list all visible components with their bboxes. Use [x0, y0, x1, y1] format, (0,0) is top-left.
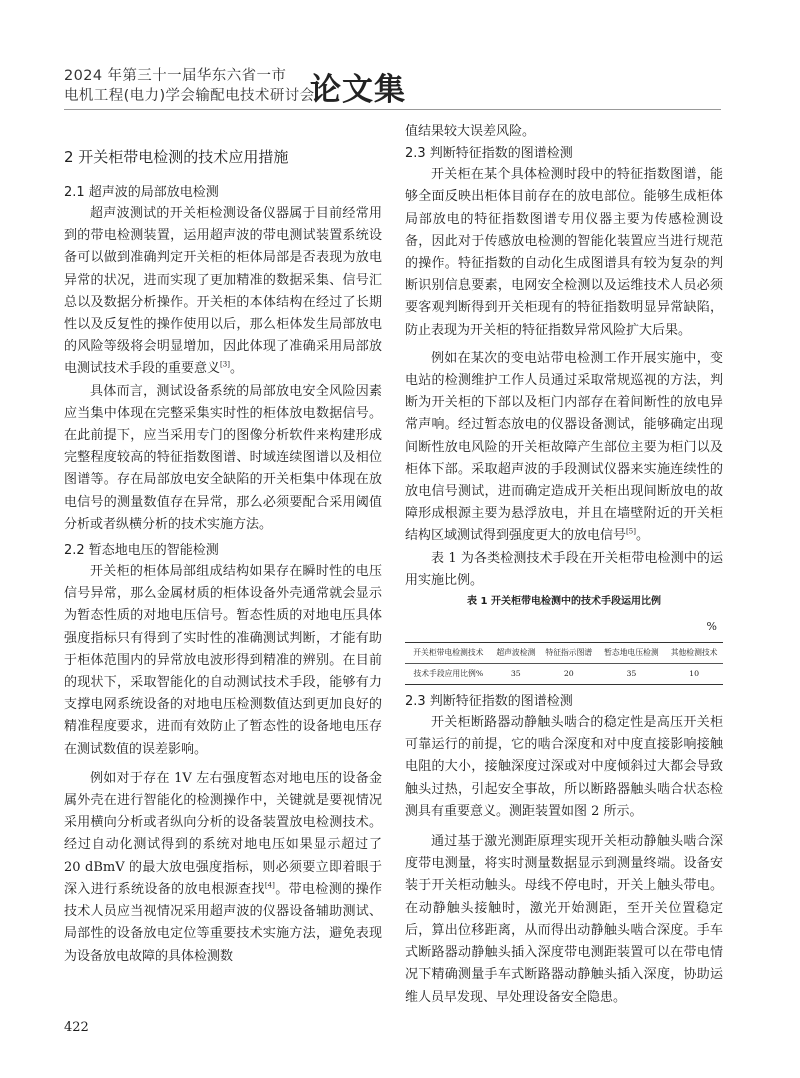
section-2-title: 2 开关柜带电检测的技术应用措施	[64, 148, 289, 166]
data-table	[405, 642, 723, 685]
citation: [3]	[220, 361, 230, 370]
subsection-2-1-title: 2.1 超声波的局部放电检测	[64, 185, 219, 200]
header-proceedings-title: 论文集	[310, 72, 406, 108]
table-row	[405, 664, 723, 685]
paragraph-continuation: 值结果较大误差风险。	[405, 124, 536, 139]
header-line-2: 电机工程(电力)学会输配电技术研讨会	[64, 88, 315, 104]
table-cell: 10	[689, 669, 700, 679]
paragraph: 超声波测试的开关柜检测设备仪器属于目前经常用到的带电检测装置，运用超声波的带电测试装置系统设备可以做到准确判定开关柜的柜体局部是否表现为放电异常的状况，进而实现了更加精准的数据采集、信号汇总以及数据分析操作。开关柜的本体结构在经过了长期性以及反复性的操作使用以后，那么柜体发生局部放电的风险等级将会明显增加，因此体现了准确采用局部放电测试技术手段的重要意义[3]。	[64, 206, 382, 377]
header-rule	[64, 109, 721, 110]
table-cell: 35	[626, 669, 637, 679]
table-cell: 技术手段应用比例%	[413, 669, 484, 679]
header-line-1: 2024 年第三十一届华东六省一市	[64, 68, 287, 84]
running-header	[64, 62, 724, 108]
subsection-2-2-title: 2.2 暂态地电压的智能检测	[64, 543, 219, 559]
table-header-cell: 暂态地电压检测	[604, 648, 659, 658]
table-header-cell: 特征指示图谱	[545, 648, 593, 658]
table-cell: 35	[510, 669, 521, 679]
paragraph: 开关柜断路器动静触头啮合的稳定性是高压开关柜可靠运行的前提，它的啮合深度和对中度直接影响接触电阻的大小，接触深度过深或对中度倾斜过大都会导致触头过热，引起安全事故，所以断路器触头啮合状态检测具有重要意义。测距装置如图 2 所示。	[405, 715, 723, 819]
table-header-row	[405, 643, 723, 664]
citation: [5]	[626, 528, 636, 537]
subsection-2-3-title: 2.3 判断特征指数的图谱检测	[405, 146, 573, 162]
table-header-cell: 开关柜带电检测技术	[413, 648, 484, 658]
table-cell: 20	[563, 669, 574, 679]
subsection-2-3-title-second: 2.3 判断特征指数的图谱检测	[405, 694, 573, 710]
paragraph: 通过基于激光测距原理实现开关柜动静触头啮合深度带电测量，将实时测量数据显示到测量终端。设备安装于开关柜动触头。母线不停电时，开关上触头带电。在动静触头接触时，激光开始测距，至开关位置稳定后，算出位移距离，从而得出动静触头啮合深度。手车式断路器动静触头插入深度带电测距装置可以在带电情况下精确测量手车式断路器动静触头插入深度，协助运维人员早发现、早处理设备安全隐患。	[405, 834, 723, 1005]
left-column	[64, 121, 382, 968]
table-header-cell: 其他检测技术	[670, 648, 718, 658]
table-unit: %	[706, 620, 717, 634]
paragraph: 表 1 为各类检测技术手段在开关柜带电检测中的运用实施比例。	[405, 550, 723, 588]
page-number: 422	[64, 1020, 89, 1035]
citation: [4]	[264, 881, 275, 890]
paragraph: 例如对于存在 1V 左右强度暂态对地电压的设备金属外壳在进行智能化的检测操作中，关键就是要视情况采用横向分析或者纵向分析的设备装置放电检测技术。经过自动化测试得到的系统对地电压如果显示超过了 20 dBmV 的最大放电强度指标，则必须要立即着眼于深入进行系统设备的放电根源查找[4]。带电检测的操作技术人员应当视情况采用超声波的仪器设备辅助测试、局部性的设备放电定位等重要技术实施方法，避免表现为设备放电故障的具体检测数	[64, 770, 382, 964]
paragraph: 例如在某次的变电站带电检测工作开展实施中，变电站的检测维护工作人员通过采取常规巡视的方法，判断为开关柜的下部以及柜门内部存在着间断性的放电异常声响。经过暂态放电的仪器设备测试，能够确定出现间断性放电风险的开关柜故障产生部位主要为柜门以及柜体下部。采取超声波的手段测试仪器来实施连续性的放电信号测试，进而确定造成开关柜出现间断放电的故障形成根源主要为悬浮放电，并且在墙壁附近的开关柜结构区域测试得到强度更大的放电信号[5]。	[405, 350, 723, 544]
table-caption: 表 1 开关柜带电检测中的技术手段运用比例	[467, 596, 661, 608]
paragraph: 开关柜的柜体局部组成结构如果存在瞬时性的电压信号异常，那么金属材质的柜体设备外壳通常就会显示为暂态性质的对地电压信号。暂态性质的对地电压具体强度指标只有得到了实时性的准确测试判断，才能有助于柜体范围内的异常放电波形得到精准的辨别。在目前的现状下，采取智能化的自动测试技术手段，能够有力支撑电网系统设备的对地电压检测数值达到更加良好的精准程度要求，进而有效防止了暂态性的设备地电压存在测试数值的误差影响。	[64, 564, 382, 757]
paragraph: 开关柜在某个具体检测时段中的特征指数图谱，能够全面反映出柜体目前存在的放电部位。能够生成柜体局部放电的特征指数图谱专用仪器主要为传感检测设备，因此对于传感放电检测的智能化装置应当进行规范的操作。特征指数的自动化生成图谱具有较为复杂的判断识别信息要素，电网安全检测以及运维技术人员必须要客观判断得到开关柜现有的特征指数明显异常缺陷，防止表现为开关柜的特征指数异常风险扩大后果。	[405, 167, 723, 338]
paragraph: 具体而言，测试设备系统的局部放电安全风险因素应当集中体现在完整采集实时性的柜体放电数据信号。在此前提下，应当采用专门的图像分析软件来构建形成完整程度较高的特征指数图谱、时域连续图谱以及相位图谱等。存在局部放电安全缺陷的开关柜集中体现在放电信号的测量数值存在异常，那么必须要配合采用阈值分析或者纵横分析的技术实施方法。	[64, 383, 382, 532]
table-header-cell: 超声波检测	[496, 648, 536, 658]
right-column	[405, 121, 723, 1009]
